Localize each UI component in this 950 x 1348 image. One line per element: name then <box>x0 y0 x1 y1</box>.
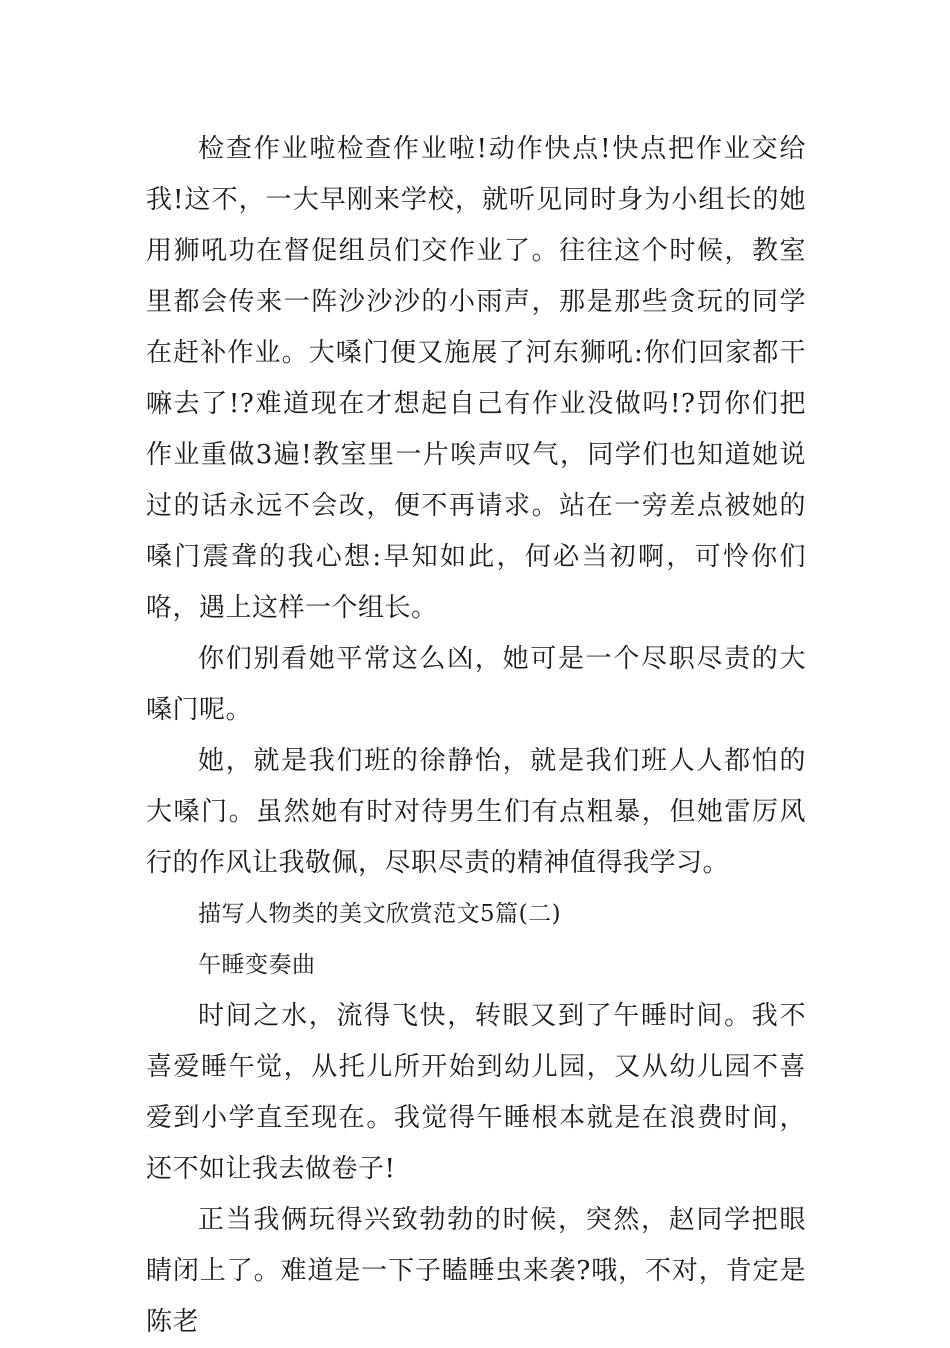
section-heading: 描写人物类的美文欣赏范文5篇(二) <box>198 901 562 927</box>
paragraph-classmate-sleeps: 正当我俩玩得兴致勃勃的时候，突然，赵同学把眼睛闭上了。难道是一下子瞌睡虫来袭?哦，不对，肯定是陈老 <box>146 1205 806 1337</box>
paragraph-homework-check: 检查作业啦检查作业啦!动作快点!快点把作业交给我!这不，一大早刚来学校，就听见同时身为小组长的她用狮吼功在督促组员们交作业了。往往这个时候，教室里都会传来一阵沙沙沙的小雨声，那是那些贪玩的同学在赶补作业。大嗓门便又施展了河东狮吼:你们回家都干嘛去了!?难道现在才想起自己有作业没做吗!?罚你们把作业重做3遍!教室里一片唉声叹气，同学们也知道她说过的话永远不会改，便不再请求。站在一旁差点被她的嗓门震聋的我心想:早知如此，何必当初啊，可怜你们咯，遇上这样一个组长。 <box>146 134 806 623</box>
paragraph-nap-time: 时间之水，流得飞快，转眼又到了午睡时间。我不喜爱睡午觉，从托儿所开始到幼儿园，又从幼儿园不喜爱到小学直至现在。我觉得午睡根本就是在浪费时间，还不如让我去做卷子! <box>146 1001 806 1184</box>
paragraph-strict-but-responsible: 你们别看她平常这么凶，她可是一个尽职尽责的大嗓门呢。 <box>146 644 806 725</box>
document-body <box>146 124 806 1348</box>
essay-title: 午睡变奏曲 <box>198 952 316 978</box>
paragraph-xu-jingyi: 她，就是我们班的徐静怡，就是我们班人人都怕的大嗓门。虽然她有时对待男生们有点粗暴，但她雷厉风行的作风让我敬佩，尽职尽责的精神值得我学习。 <box>146 746 806 878</box>
